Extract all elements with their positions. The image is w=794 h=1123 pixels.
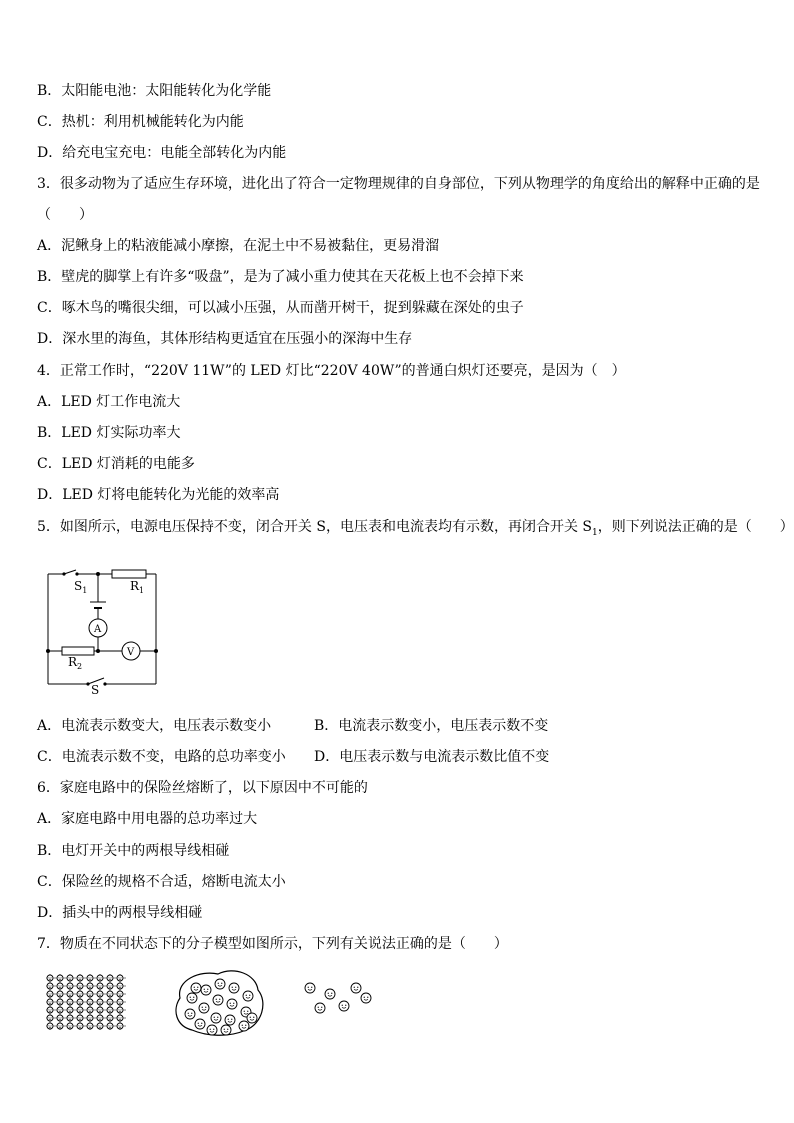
solid-molecule	[107, 991, 113, 997]
q6-option-b: B．电灯开关中的两根导线相碰	[37, 843, 230, 859]
label-r1: $R_1$	[130, 579, 145, 595]
gas-molecule	[361, 993, 371, 1003]
q5-option-a: A．电流表示数变大，电压表示数变小	[37, 718, 272, 734]
q5-stem-text: 5．如图所示，电源电压保持不变，闭合开关 S，电压表和电流表均有示数，再闭合开关 S	[37, 519, 592, 535]
q4-option-d: D．LED 灯将电能转化为光能的效率高	[37, 487, 280, 503]
liquid-molecule	[213, 995, 223, 1005]
q6-stem: 6．家庭电路中的保险丝熔断了，以下原因中不可能的	[37, 780, 368, 796]
gas-molecule	[325, 989, 335, 999]
solid-molecule	[87, 1007, 93, 1013]
solid-molecule	[47, 1007, 53, 1013]
solid-molecule	[47, 975, 53, 981]
liquid-molecule	[211, 1013, 221, 1023]
solid-molecule	[57, 991, 63, 997]
liquid-molecule	[199, 1003, 209, 1013]
liquid-molecule	[207, 1025, 217, 1035]
solid-molecule	[77, 1023, 83, 1029]
q4-option-a: A．LED 灯工作电流大	[37, 394, 181, 410]
solid-molecule	[67, 1015, 73, 1021]
solid-molecule	[97, 999, 103, 1005]
solid-molecule	[47, 999, 53, 1005]
solid-molecule	[47, 1015, 53, 1021]
q3-stem: 3．很多动物为了适应生存环境，进化出了符合一定物理规律的自身部位，下列从物理学的角度给出的解释中正确的是	[37, 176, 760, 192]
solid-molecule	[67, 975, 73, 981]
solid-molecule	[67, 1023, 73, 1029]
solid-molecule	[107, 1023, 113, 1029]
liquid-molecule	[201, 985, 211, 995]
q3-option-b: B．壁虎的脚掌上有许多“吸盘”，是为了减小重力使其在天花板上也不会掉下来	[37, 269, 524, 285]
gas-molecule	[315, 1003, 325, 1013]
solid-molecule	[67, 999, 73, 1005]
solid-molecule	[87, 999, 93, 1005]
solid-molecule	[117, 975, 123, 981]
solid-molecule	[87, 975, 93, 981]
q5-stem-subscript: 1	[592, 527, 598, 538]
label-voltmeter: V	[127, 647, 135, 658]
solid-molecule	[117, 1015, 123, 1021]
q3-option-c: C．啄木鸟的嘴很尖细，可以减小压强，从而凿开树干，捉到躲藏在深处的虫子	[37, 300, 524, 316]
q2-option-b: B．太阳能电池：太阳能转化为化学能	[37, 83, 272, 99]
q4-option-c: C．LED 灯消耗的电能多	[37, 456, 195, 472]
label-ammeter: A	[94, 624, 102, 635]
liquid-molecule	[227, 999, 237, 1009]
solid-molecule	[97, 1023, 103, 1029]
q6-option-c: C．保险丝的规格不合适，熔断电流太小	[37, 874, 286, 890]
solid-molecule	[77, 983, 83, 989]
solid-molecule	[117, 983, 123, 989]
solid-molecule	[107, 999, 113, 1005]
solid-molecule	[77, 999, 83, 1005]
solid-molecule	[77, 975, 83, 981]
label-s: S	[91, 683, 100, 697]
solid-molecule	[87, 991, 93, 997]
solid-molecule	[67, 991, 73, 997]
solid-molecule	[87, 1023, 93, 1029]
solid-molecule	[97, 983, 103, 989]
liquid-molecule-model	[170, 968, 270, 1038]
liquid-molecule	[191, 983, 201, 993]
solid-molecule	[57, 999, 63, 1005]
solid-molecule	[67, 983, 73, 989]
solid-molecule	[117, 991, 123, 997]
liquid-molecule	[187, 993, 197, 1003]
q4-option-b: B．LED 灯实际功率大	[37, 425, 181, 441]
solid-molecule	[77, 1007, 83, 1013]
q3-option-d: D．深水里的海鱼，其体形结构更适宜在压强小的深海中生存	[37, 331, 413, 347]
solid-molecule	[57, 975, 63, 981]
solid-molecule	[67, 1007, 73, 1013]
solid-molecule	[77, 991, 83, 997]
q6-option-d: D．插头中的两根导线相碰	[37, 905, 203, 921]
label-r2: $R_2$	[68, 655, 83, 671]
solid-molecule	[57, 1023, 63, 1029]
solid-molecule	[47, 1023, 53, 1029]
solid-molecule	[97, 1007, 103, 1013]
q4-stem: 4．正常工作时，“220V 11W”的 LED 灯比“220V 40W”的普通白炽灯还要亮，是因为（ ）	[37, 363, 626, 379]
liquid-molecule	[239, 1021, 249, 1031]
resistor-r2	[62, 647, 94, 655]
liquid-molecule	[247, 1013, 257, 1023]
liquid-molecule	[221, 1025, 231, 1035]
solid-molecule	[57, 1007, 63, 1013]
solid-molecule	[107, 1007, 113, 1013]
solid-molecule	[97, 991, 103, 997]
liquid-molecule	[185, 1009, 195, 1019]
solid-molecule	[57, 1015, 63, 1021]
solid-molecule	[87, 983, 93, 989]
liquid-molecule	[195, 1019, 205, 1029]
q7-stem: 7．物质在不同状态下的分子模型如图所示，下列有关说法正确的是（ ）	[37, 936, 508, 952]
gas-molecule-model	[300, 980, 370, 1020]
q3-answer-paren: （ ）	[37, 207, 93, 223]
q3-option-a: A．泥鳅身上的粘液能减小摩擦，在泥土中不易被黏住，更易滑溜	[37, 238, 440, 254]
liquid-molecule	[215, 979, 225, 989]
gas-molecule	[339, 1001, 349, 1011]
solid-molecule	[77, 1015, 83, 1021]
q5-option-d: D．电压表示数与电流表示数比值不变	[314, 749, 550, 765]
liquid-molecule	[225, 1015, 235, 1025]
switch-s1-blade	[64, 570, 76, 574]
solid-molecule	[57, 983, 63, 989]
solid-molecule	[47, 991, 53, 997]
solid-molecule	[97, 975, 103, 981]
solid-molecule	[117, 1023, 123, 1029]
liquid-molecule	[229, 983, 239, 993]
solid-molecule	[117, 999, 123, 1005]
solid-molecule-model	[44, 974, 134, 1034]
solid-molecule	[107, 983, 113, 989]
gas-molecule	[305, 983, 315, 993]
q5-stem-tail: ，则下列说法正确的是（ ）	[597, 519, 794, 535]
solid-molecule	[97, 1015, 103, 1021]
solid-molecule	[117, 1007, 123, 1013]
liquid-molecule	[243, 991, 253, 1001]
circuit-diagram	[40, 564, 170, 697]
q5-stem	[37, 517, 794, 543]
solid-molecule	[107, 975, 113, 981]
q5-option-c: C．电流表示数不变，电路的总功率变小	[37, 749, 286, 765]
q6-option-a: A．家庭电路中用电器的总功率过大	[37, 811, 258, 827]
solid-molecule	[107, 1015, 113, 1021]
solid-molecule	[87, 1015, 93, 1021]
q5-option-b: B．电流表示数变小，电压表示数不变	[314, 718, 549, 734]
junction-dot	[96, 649, 100, 653]
label-s1: $S_1$	[74, 579, 88, 595]
gas-molecule	[351, 983, 361, 993]
solid-molecule	[47, 983, 53, 989]
q2-option-c: C．热机：利用机械能转化为内能	[37, 114, 244, 130]
q2-option-d: D．给充电宝充电：电能全部转化为内能	[37, 145, 287, 161]
resistor-r1	[112, 570, 146, 578]
